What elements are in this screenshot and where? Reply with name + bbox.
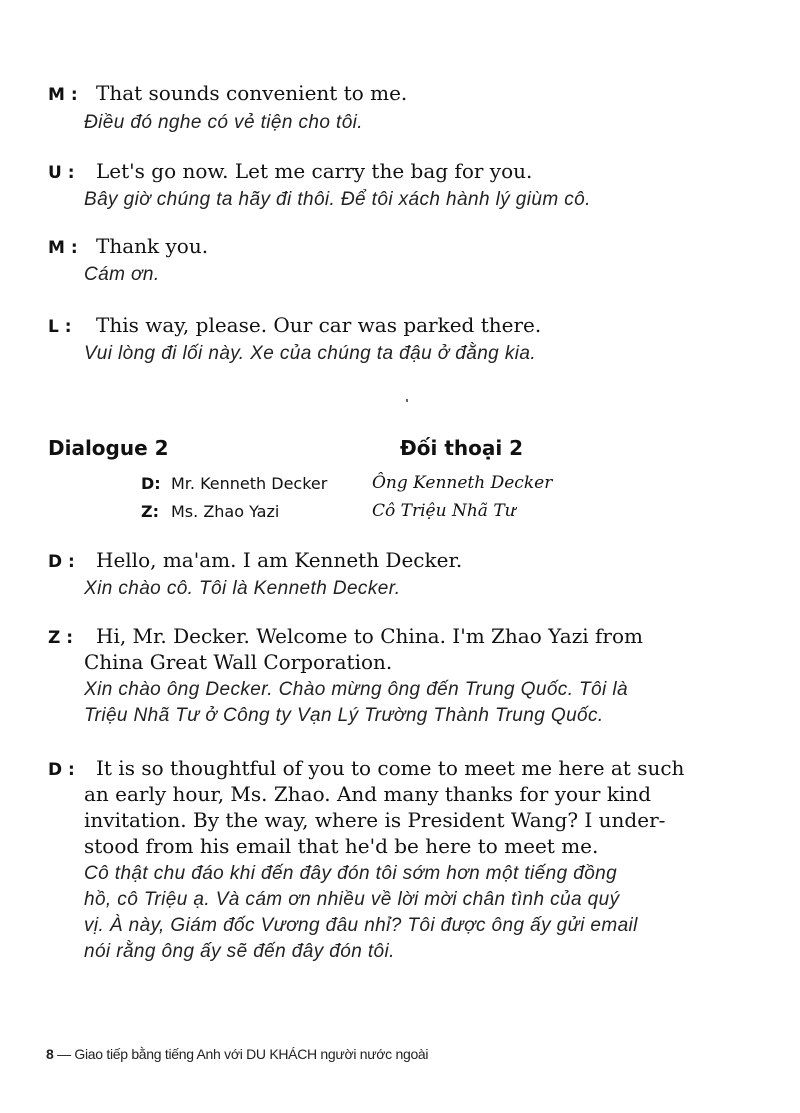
speaker-label: U <box>48 163 62 183</box>
print-speck <box>406 399 408 402</box>
vietnamese-text: vị. À này, Giám đốc Vương đâu nhỉ? Tôi được ông ấy gửi email <box>84 915 638 936</box>
english-text: Hello, ma'am. I am Kenneth Decker. <box>96 548 463 572</box>
vietnamese-text: Cám ơn. <box>84 264 160 285</box>
cast-name: Ms. Zhao Yazi <box>171 502 280 521</box>
cast-code: D: <box>141 474 161 493</box>
dialogue-line: Z : Hi, Mr. Decker. Welcome to China. I'm Zhao Yazi from China Great Wall Corporation. Xin chào ông Decker. Chào mừng ông đến Trung Quốc. Tôi là Triệu Nhã Tư ở Công ty Vạn Lý Trường Thành Trung Quốc. <box>0 623 760 649</box>
speaker-label: Z <box>48 628 61 648</box>
vietnamese-text: Điều đó nghe có vẻ tiện cho tôi. <box>84 112 363 133</box>
cast-name-vi: Cô Triệu Nhã Tư <box>372 501 516 521</box>
speaker-label: M <box>48 238 65 258</box>
vietnamese-text: Triệu Nhã Tư ở Công ty Vạn Lý Trường Thành Trung Quốc. <box>84 705 604 726</box>
vietnamese-text: Xin chào ông Decker. Chào mừng ông đến Trung Quốc. Tôi là <box>84 679 628 700</box>
vietnamese-text: Vui lòng đi lối này. Xe của chúng ta đậu ở đằng kia. <box>84 343 536 364</box>
dialogue-line: D : Hello, ma'am. I am Kenneth Decker. Xin chào cô. Tôi là Kenneth Decker. <box>0 547 760 573</box>
english-text: Thank you. <box>96 234 209 258</box>
cast-name: Mr. Kenneth Decker <box>171 474 328 493</box>
english-text: It is so thoughtful of you to come to meet me here at such <box>96 756 685 780</box>
dialogue-line: M : That sounds convenient to me. Điều đó nghe có vẻ tiện cho tôi. <box>48 81 408 133</box>
english-text: stood from his email that he'd be here to meet me. <box>84 834 599 858</box>
speaker-label: M <box>48 85 65 105</box>
page-footer <box>46 1046 428 1062</box>
vietnamese-text: Xin chào cô. Tôi là Kenneth Decker. <box>84 578 401 599</box>
dialogue-line: M : Thank you. Cám ơn. <box>48 234 209 285</box>
vietnamese-text: hồ, cô Triệu ạ. Và cám ơn nhiều về lời mời chân tình của quý <box>84 889 620 910</box>
vietnamese-text: Cô thật chu đáo khi đến đây đón tôi sớm hơn một tiếng đồng <box>84 863 618 884</box>
dialogue-title-vi: Đối thoại 2 <box>400 436 524 460</box>
vietnamese-text: Bây giờ chúng ta hãy đi thôi. Để tôi xách hành lý giùm cô. <box>84 189 591 210</box>
page-number: 8 <box>46 1046 54 1062</box>
english-text: That sounds convenient to me. <box>96 81 408 105</box>
dialogue-line: D : It is so thoughtful of you to come to meet me here at such an early hour, Ms. Zhao. And many thanks for your kind invitation. By the way, where is President Wang? I under- stood from his email that he'd be here to meet me. Cô thật chu đáo khi đến đây đón tôi sớm hơn một tiếng đồng hồ, cô Triệu ạ. Và cám ơn nhiều về lời mời chân tình của quý vị. À này, Giám đốc Vương đâu nhỉ? Tôi được ông ấy gửi email nói rằng ông ấy sẽ đến đây đón tôi. <box>0 755 760 781</box>
dialogue-line: U : Let's go now. Let me carry the bag for you. Bây giờ chúng ta hãy đi thôi. Để tôi xách hành lý giùm cô. <box>48 159 591 210</box>
english-text: invitation. By the way, where is President Wang? I under- <box>84 808 666 832</box>
vietnamese-text: nói rằng ông ấy sẽ đến đây đón tôi. <box>84 941 395 962</box>
speaker-label: D <box>48 552 63 572</box>
book-title: Giao tiếp bằng tiếng Anh với DU KHÁCH người nước ngoài <box>74 1046 429 1062</box>
english-text: China Great Wall Corporation. <box>84 650 393 674</box>
english-text: This way, please. Our car was parked there. <box>96 313 542 337</box>
english-text: Hi, Mr. Decker. Welcome to China. I'm Zhao Yazi from <box>96 624 643 648</box>
speaker-label: L <box>48 317 59 337</box>
english-text: an early hour, Ms. Zhao. And many thanks for your kind <box>84 782 652 806</box>
cast-code: Z: <box>141 502 159 521</box>
cast-name-vi: Ông Kenneth Decker <box>372 473 553 493</box>
dialogue-title: Dialogue 2 <box>48 436 169 460</box>
speaker-label: D <box>48 760 63 780</box>
english-text: Let's go now. Let me carry the bag for you. <box>96 159 533 183</box>
footer-dash: — <box>57 1046 71 1062</box>
dialogue-line: L : This way, please. Our car was parked there. Vui lòng đi lối này. Xe của chúng ta đậu ở đằng kia. <box>48 313 542 364</box>
